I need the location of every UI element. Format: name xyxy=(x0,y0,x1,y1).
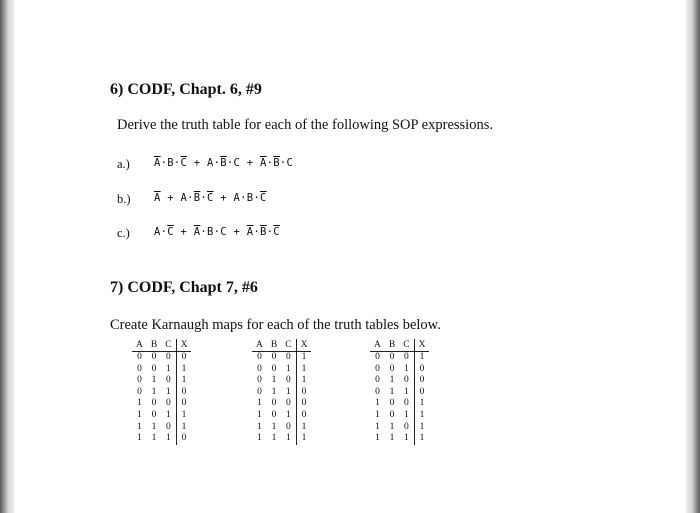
input-cell: 0 xyxy=(375,363,380,374)
input-cell: 0 xyxy=(404,375,409,386)
table-row xyxy=(132,375,191,387)
and-operator: · xyxy=(200,192,207,204)
table-row xyxy=(370,422,429,434)
problem-7-heading: 7) CODF, Chapt 7, #6 xyxy=(110,279,258,296)
input-cell: 1 xyxy=(166,363,171,374)
and-operator: · xyxy=(253,192,260,204)
input-cell: 0 xyxy=(257,375,262,386)
table-row xyxy=(370,375,429,387)
output-cell: 1 xyxy=(296,364,311,376)
input-cell: 0 xyxy=(389,409,395,420)
item-b-label: b.) xyxy=(117,192,131,206)
photo-edge-left xyxy=(0,0,14,513)
complemented-variable: $\overline{C}$ xyxy=(207,192,214,204)
output-cell: 1 xyxy=(296,375,311,387)
output-cell: 0 xyxy=(296,410,311,422)
problem-7-instruction: Create Karnaugh maps for each of the truth tables below. xyxy=(110,317,441,333)
table-row xyxy=(252,352,311,364)
input-cell: 0 xyxy=(151,398,157,409)
input-cell: 1 xyxy=(375,421,380,432)
table-row xyxy=(370,410,429,422)
input-cell: 1 xyxy=(137,421,142,432)
input-cell: 0 xyxy=(286,352,291,362)
input-cell: 1 xyxy=(404,433,409,444)
column-header-x: X xyxy=(296,339,311,352)
input-cell: 1 xyxy=(151,386,157,397)
complemented-variable: $\overline{B}$ xyxy=(273,157,280,169)
table-row xyxy=(252,375,311,387)
photo-edge-right xyxy=(686,0,700,513)
input-cell: 1 xyxy=(375,398,380,409)
table-row xyxy=(132,433,191,445)
output-cell: 1 xyxy=(414,410,429,422)
output-cell: 1 xyxy=(296,433,311,445)
item-c-expression xyxy=(154,226,280,238)
input-cell: 0 xyxy=(271,409,277,420)
plus-operator: + xyxy=(213,192,234,204)
variable: A xyxy=(207,157,214,169)
output-cell: 1 xyxy=(176,375,191,387)
input-cell: 0 xyxy=(166,352,171,362)
input-cell: 0 xyxy=(271,352,277,362)
column-header-b: B xyxy=(147,339,161,352)
item-c-label: c.) xyxy=(117,226,130,240)
variable: B xyxy=(246,192,254,204)
table-row xyxy=(132,410,191,422)
column-header-c: C xyxy=(399,339,414,352)
and-operator: · xyxy=(253,226,260,238)
input-cell: 1 xyxy=(389,433,395,444)
item-b-expression xyxy=(154,192,267,204)
table-row xyxy=(370,352,429,364)
input-cell: 0 xyxy=(286,375,291,386)
input-cell: 0 xyxy=(166,375,171,386)
table-row xyxy=(252,364,311,376)
output-cell: 0 xyxy=(296,398,311,410)
input-cell: 1 xyxy=(151,433,157,444)
input-cell: 1 xyxy=(137,433,142,444)
complemented-variable: $\overline{B}$ xyxy=(220,157,227,169)
variable: B xyxy=(167,157,174,169)
input-cell: 1 xyxy=(375,433,380,444)
input-cell: 0 xyxy=(151,409,157,420)
input-cell: 1 xyxy=(375,409,380,420)
plus-operator: + xyxy=(240,157,260,169)
input-cell: 0 xyxy=(286,398,291,409)
output-cell: 0 xyxy=(176,398,191,410)
input-cell: 0 xyxy=(257,352,262,362)
input-cell: 1 xyxy=(389,421,395,432)
column-header-c: C xyxy=(161,339,176,352)
input-cell: 0 xyxy=(166,398,171,409)
input-cell: 1 xyxy=(166,433,171,444)
output-cell: 1 xyxy=(176,410,191,422)
complemented-variable: $\overline{A}$ xyxy=(246,226,254,238)
complemented-variable: $\overline{C}$ xyxy=(180,157,188,169)
complemented-variable: $\overline{B}$ xyxy=(193,192,201,204)
column-header-x: X xyxy=(176,339,191,352)
output-cell: 0 xyxy=(176,352,191,364)
complemented-variable: $\overline{A}$ xyxy=(154,157,161,169)
and-operator: · xyxy=(240,192,247,204)
input-cell: 1 xyxy=(404,386,409,397)
input-cell: 1 xyxy=(137,398,142,409)
input-cell: 0 xyxy=(404,398,409,409)
and-operator: · xyxy=(266,226,274,238)
input-cell: 0 xyxy=(286,421,291,432)
input-cell: 1 xyxy=(271,375,277,386)
and-operator: · xyxy=(160,226,168,238)
plus-operator: + xyxy=(226,226,247,238)
complemented-variable: $\overline{A}$ xyxy=(260,157,267,169)
problem-6-instruction: Derive the truth table for each of the following SOP expressions. xyxy=(117,117,493,133)
output-cell: 0 xyxy=(414,387,429,399)
input-cell: 1 xyxy=(286,386,291,397)
table-row xyxy=(370,398,429,410)
input-cell: 1 xyxy=(271,386,277,397)
complemented-variable: $\overline{C}$ xyxy=(260,192,267,204)
item-a-expression xyxy=(154,157,293,169)
variable: C xyxy=(286,157,294,169)
output-cell: 1 xyxy=(414,433,429,445)
input-cell: 1 xyxy=(137,409,142,420)
output-cell: 1 xyxy=(414,422,429,434)
input-cell: 0 xyxy=(137,363,142,374)
table-row xyxy=(132,364,191,376)
and-operator: · xyxy=(187,192,194,204)
column-header-x: X xyxy=(414,339,429,352)
variable: A xyxy=(233,192,241,204)
input-cell: 1 xyxy=(286,409,291,420)
input-cell: 0 xyxy=(389,352,395,362)
input-cell: 1 xyxy=(389,386,395,397)
and-operator: · xyxy=(160,157,168,169)
variable: C xyxy=(233,157,241,169)
and-operator: · xyxy=(213,226,221,238)
table-row xyxy=(132,352,191,364)
truth-table-2 xyxy=(252,339,311,445)
input-cell: 0 xyxy=(257,363,262,374)
and-operator: · xyxy=(213,157,221,169)
truth-table-1 xyxy=(132,339,191,445)
table-row xyxy=(252,398,311,410)
table-row xyxy=(252,387,311,399)
variable: C xyxy=(220,226,227,238)
complemented-variable: $\overline{B}$ xyxy=(260,226,267,238)
input-cell: 0 xyxy=(137,386,142,397)
and-operator: · xyxy=(226,157,234,169)
input-cell: 1 xyxy=(257,409,262,420)
column-header-a: A xyxy=(370,339,385,352)
variable: A xyxy=(154,226,161,238)
input-cell: 0 xyxy=(375,375,380,386)
input-cell: 0 xyxy=(271,363,277,374)
input-cell: 1 xyxy=(389,375,395,386)
input-cell: 0 xyxy=(137,352,142,362)
input-cell: 0 xyxy=(404,421,409,432)
input-cell: 1 xyxy=(257,398,262,409)
input-cell: 0 xyxy=(257,386,262,397)
and-operator: · xyxy=(266,157,274,169)
complemented-variable: $\overline{A}$ xyxy=(193,226,201,238)
table-row xyxy=(252,422,311,434)
input-cell: 0 xyxy=(389,363,395,374)
input-cell: 0 xyxy=(404,352,409,362)
output-cell: 0 xyxy=(176,433,191,445)
table-row xyxy=(370,364,429,376)
input-cell: 0 xyxy=(166,421,171,432)
output-cell: 0 xyxy=(176,387,191,399)
variable: A xyxy=(180,192,188,204)
output-cell: 1 xyxy=(176,422,191,434)
input-cell: 1 xyxy=(404,363,409,374)
output-cell: 1 xyxy=(414,398,429,410)
item-a-label: a.) xyxy=(117,157,130,171)
column-header-b: B xyxy=(267,339,281,352)
column-header-a: A xyxy=(132,339,147,352)
plus-operator: + xyxy=(160,192,181,204)
table-row xyxy=(252,410,311,422)
column-header-c: C xyxy=(281,339,296,352)
input-cell: 1 xyxy=(286,363,291,374)
plus-operator: + xyxy=(187,157,207,169)
complemented-variable: $\overline{C}$ xyxy=(273,226,280,238)
input-cell: 0 xyxy=(151,352,157,362)
problem-6-heading: 6) CODF, Chapt. 6, #9 xyxy=(110,81,262,98)
table-row xyxy=(132,387,191,399)
table-row xyxy=(132,422,191,434)
complemented-variable: $\overline{C}$ xyxy=(167,226,174,238)
input-cell: 0 xyxy=(137,375,142,386)
truth-table-3 xyxy=(370,339,429,445)
output-cell: 0 xyxy=(414,364,429,376)
input-cell: 1 xyxy=(151,421,157,432)
output-cell: 1 xyxy=(296,352,311,364)
input-cell: 0 xyxy=(151,363,157,374)
input-cell: 0 xyxy=(375,386,380,397)
input-cell: 1 xyxy=(271,433,277,444)
table-row xyxy=(370,433,429,445)
and-operator: · xyxy=(200,226,207,238)
input-cell: 1 xyxy=(166,409,171,420)
input-cell: 1 xyxy=(257,433,262,444)
and-operator: · xyxy=(279,157,287,169)
input-cell: 0 xyxy=(389,398,395,409)
column-header-b: B xyxy=(385,339,399,352)
input-cell: 1 xyxy=(257,421,262,432)
column-header-a: A xyxy=(252,339,267,352)
variable: B xyxy=(207,226,214,238)
input-cell: 0 xyxy=(375,352,380,362)
input-cell: 1 xyxy=(404,409,409,420)
document-page xyxy=(14,0,686,513)
table-row xyxy=(132,398,191,410)
input-cell: 0 xyxy=(271,398,277,409)
output-cell: 1 xyxy=(414,352,429,364)
output-cell: 0 xyxy=(414,375,429,387)
and-operator: · xyxy=(173,157,181,169)
output-cell: 1 xyxy=(176,364,191,376)
input-cell: 1 xyxy=(286,433,291,444)
plus-operator: + xyxy=(173,226,194,238)
table-row xyxy=(252,433,311,445)
input-cell: 1 xyxy=(166,386,171,397)
input-cell: 1 xyxy=(151,375,157,386)
input-cell: 1 xyxy=(271,421,277,432)
output-cell: 1 xyxy=(296,422,311,434)
table-row xyxy=(370,387,429,399)
complemented-variable: $\overline{A}$ xyxy=(154,192,161,204)
output-cell: 0 xyxy=(296,387,311,399)
